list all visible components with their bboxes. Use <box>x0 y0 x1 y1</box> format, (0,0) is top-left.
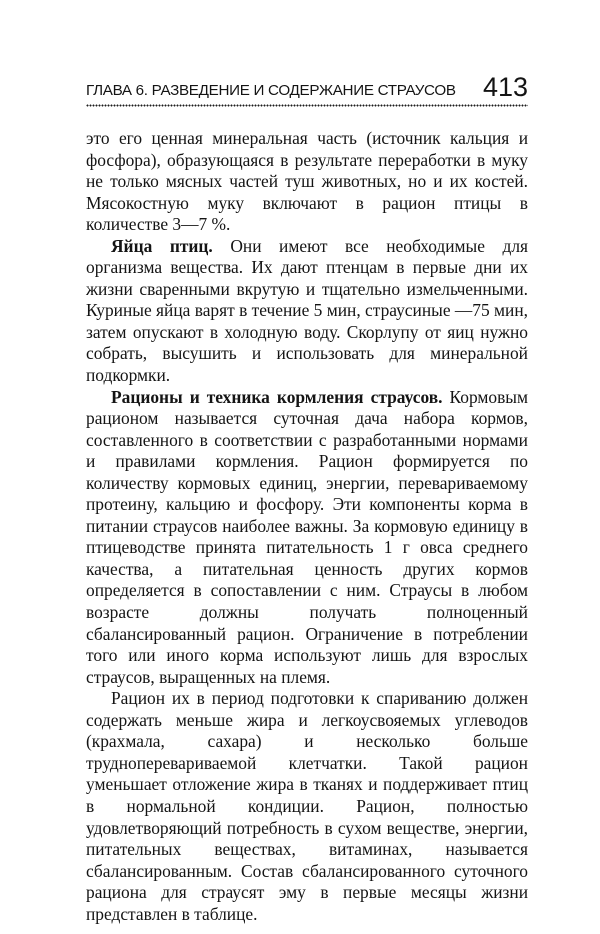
paragraph-mating-ration-text: Рацион их в период подготовки к спариванию должен содержать меньше жира и легкоусвояемых углеводов (крахмала, сахара) и несколько больше трудноперевариваемой клетчатки. Такой рацион уменьшает отложение жира в тканях и поддерживает птиц в нормальной кондиции. Рацион, полностью удовлетворяющий потребность в сухом веществе, энергии, питательных веществах, витаминах, называется сбалансированным. Состав сбалансированного суточного рациона для страусят эму в первые месяцы жизни представлен в таблице. <box>86 688 528 924</box>
paragraph-rations <box>86 387 528 689</box>
page-number: 413 <box>482 72 528 102</box>
paragraph-eggs <box>86 236 528 387</box>
paragraph-1 <box>86 128 528 236</box>
page-header <box>86 70 528 110</box>
header-dotted-rule <box>86 104 528 107</box>
paragraph-rations-heading: Рационы и техника кормления страусов. <box>111 386 443 407</box>
running-head: ГЛАВА 6. РАЗВЕДЕНИЕ И СОДЕРЖАНИЕ СТРАУСОВ <box>86 82 456 99</box>
body-text <box>86 128 528 925</box>
paragraph-mating-ration <box>86 688 528 925</box>
paragraph-1-text: это его ценная минеральная часть (источник кальция и фосфора), образующаяся в результате переработки в муку не только мясных частей туш животных, но и их костей. Мясокостную муку включают в рацион птицы в количестве 3—7 %. <box>86 128 528 235</box>
paragraph-eggs-heading: Яйца птиц. <box>111 235 213 256</box>
paragraph-eggs-text: Они имеют все необходимые для организма вещества. Их дают птенцам в первые дни их жизни сваренными вкрутую и тщательно измельченными. Куриные яйца варят в течение 5 мин, страусиные —75 мин, затем опускают в холодную воду. Скорлупу от яиц нужно собрать, высушить и использовать для минеральной подкормки. <box>86 235 529 386</box>
paragraph-rations-text: Кормовым рационом называется суточная дача набора кормов, составленного в соответствии с разработанными нормами и правилами кормления. Рацион формируется по количеству кормовых единиц, энергии, перевариваемому протеину, кальцию и фосфору. Эти компоненты корма в питании страусов наиболее важны. За кормовую единицу в птицеводстве принята питательность 1 г овса среднего качества, а питательная ценность других кормов определяется в сопоставлении с ним. Страусы в любом возрасте должны получать полноценный сбалансированный рацион. Ограничение в потреблении того или иного корма используют лишь для взрослых страусов, выращенных на племя. <box>86 386 528 687</box>
